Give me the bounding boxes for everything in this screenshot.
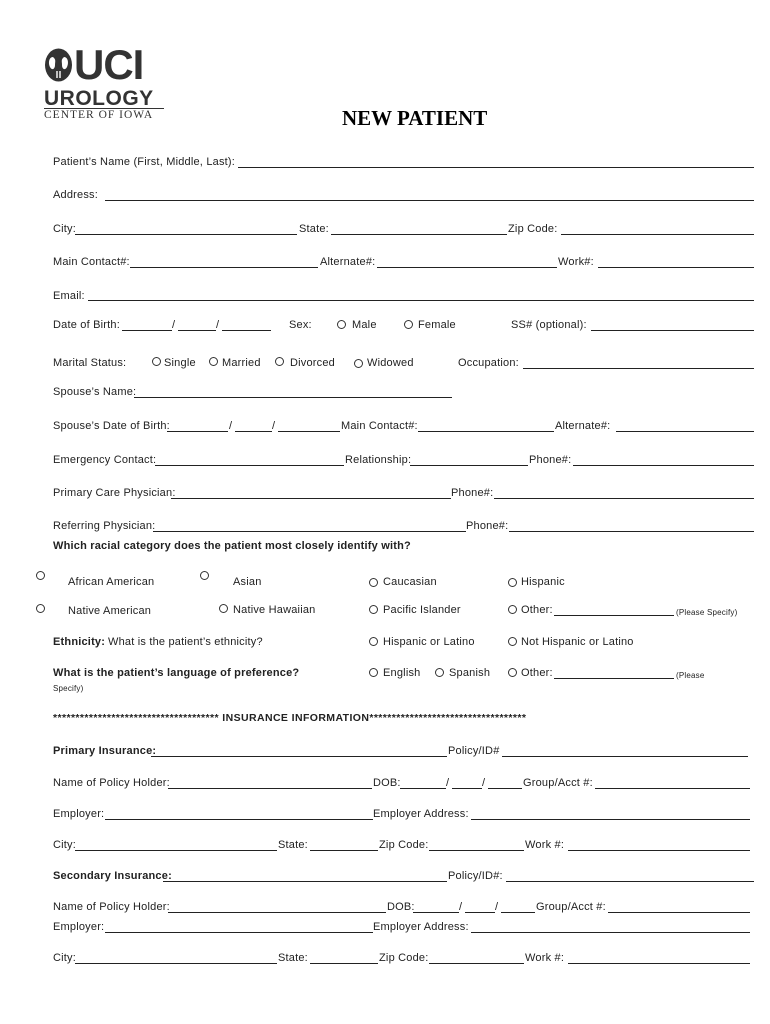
race-other-label: Other:	[521, 604, 553, 616]
policy-id2-label: Policy/ID#:	[448, 870, 503, 882]
sex-label: Sex:	[289, 319, 312, 331]
hispanic-radio[interactable]	[508, 578, 517, 587]
patient-name-label: Patient’s Name (First, Middle, Last):	[53, 156, 236, 168]
native-american-radio[interactable]	[36, 604, 45, 613]
spouse-alternate-label: Alternate#:	[555, 420, 611, 432]
caucasian-radio[interactable]	[369, 578, 378, 587]
ins-work2-field[interactable]	[568, 963, 750, 964]
page-title: NEW PATIENT	[342, 106, 488, 130]
state-label: State:	[299, 223, 329, 235]
ins-state2-field[interactable]	[310, 963, 378, 964]
african-american-radio[interactable]	[36, 571, 45, 580]
spanish-label: Spanish	[449, 667, 491, 679]
ins-state-label: State:	[278, 839, 308, 851]
pcp-phone-label: Phone#:	[451, 487, 494, 499]
logo-center-text: CENTER OF IOWA	[44, 109, 154, 121]
primary-dob-year-field[interactable]	[488, 788, 522, 789]
policy-holder2-field[interactable]	[168, 912, 386, 913]
policy-holder-label: Name of Policy Holder:	[53, 777, 170, 789]
ins-city-label: City:	[53, 839, 76, 851]
native-american-label: Native American	[68, 605, 152, 617]
address-label: Address:	[53, 189, 99, 201]
secondary-dob-slash-2: /	[495, 901, 499, 913]
marital-status-label: Marital Status:	[53, 357, 127, 369]
secondary-insurance-field[interactable]	[163, 881, 447, 882]
main-contact-label: Main Contact#:	[53, 256, 130, 268]
pacific-islander-radio[interactable]	[369, 605, 378, 614]
spouse-dob-label: Spouse’s Date of Birth:	[53, 420, 170, 432]
occupation-field[interactable]	[523, 368, 754, 369]
referring-field[interactable]	[153, 531, 466, 532]
not-hispanic-latino-radio[interactable]	[508, 637, 517, 646]
pcp-field[interactable]	[171, 498, 451, 499]
logo-uci-text: UCI	[74, 41, 144, 88]
policy-id-label: Policy/ID#	[448, 745, 500, 757]
employer-field[interactable]	[105, 819, 373, 820]
referring-phone-label: Phone#:	[466, 520, 509, 532]
not-hispanic-latino-label: Not Hispanic or Latino	[521, 636, 634, 648]
hispanic-latino-label: Hispanic or Latino	[383, 636, 475, 648]
city-field[interactable]	[75, 234, 297, 235]
spouse-dob-day-field[interactable]	[235, 431, 272, 432]
phone-field[interactable]	[573, 465, 754, 466]
ins-state2-label: State:	[278, 952, 308, 964]
divorced-radio[interactable]	[275, 357, 284, 366]
divorced-label: Divorced	[290, 357, 336, 369]
race-other-field[interactable]	[554, 615, 674, 616]
single-radio[interactable]	[152, 357, 161, 366]
dob-slash-2: /	[216, 319, 220, 331]
male-label: Male	[352, 319, 377, 331]
ethnicity-question: What is the patient’s ethnicity?	[108, 636, 263, 648]
spouse-dob-year-field[interactable]	[278, 431, 340, 432]
secondary-insurance-label: Secondary Insurance:	[53, 870, 172, 882]
employer-address2-field[interactable]	[471, 932, 750, 933]
native-hawaiian-label: Native Hawaiian	[233, 604, 316, 616]
secondary-dob-day-field[interactable]	[465, 912, 495, 913]
spouse-name-field[interactable]	[134, 397, 452, 398]
race-other-radio[interactable]	[508, 605, 517, 614]
pcp-label: Primary Care Physician:	[53, 487, 176, 499]
widowed-label: Widowed	[367, 357, 414, 369]
group-acct2-field[interactable]	[608, 912, 750, 913]
insurance-header: ************************************* INSURANCE INFORMATION***********************************	[53, 712, 527, 724]
secondary-dob-slash-1: /	[459, 901, 463, 913]
employer-address-label: Employer Address:	[373, 808, 469, 820]
zip-label: Zip Code:	[508, 223, 558, 235]
single-label: Single	[164, 357, 196, 369]
ins-zip2-label: Zip Code:	[379, 952, 429, 964]
dob-slash-1: /	[172, 319, 176, 331]
primary-dob-label: DOB:	[373, 777, 401, 789]
hispanic-latino-radio[interactable]	[369, 637, 378, 646]
zip-field[interactable]	[561, 234, 754, 235]
employer-label: Employer:	[53, 808, 105, 820]
primary-dob-slash-2: /	[482, 777, 486, 789]
kidney-emblem-icon	[44, 47, 73, 83]
dob-day-field[interactable]	[178, 330, 216, 331]
work-label: Work#:	[558, 256, 594, 268]
spouse-alternate-field[interactable]	[616, 431, 754, 432]
work-field[interactable]	[598, 267, 754, 268]
primary-insurance-field[interactable]	[151, 756, 447, 757]
secondary-dob-label: DOB:	[387, 901, 415, 913]
ins-zip-field[interactable]	[429, 850, 524, 851]
employer-address2-label: Employer Address:	[373, 921, 469, 933]
female-radio[interactable]	[404, 320, 413, 329]
group-acct-label: Group/Acct #:	[523, 777, 593, 789]
ins-city2-label: City:	[53, 952, 76, 964]
spouse-main-contact-field[interactable]	[418, 431, 554, 432]
language-other-field[interactable]	[554, 678, 674, 679]
race-please-specify: (Please Specify)	[676, 608, 738, 617]
employer2-label: Employer:	[53, 921, 105, 933]
address-field[interactable]	[105, 200, 754, 201]
dob-year-field[interactable]	[222, 330, 271, 331]
secondary-dob-month-field[interactable]	[413, 912, 459, 913]
group-acct2-label: Group/Acct #:	[536, 901, 606, 913]
widowed-radio[interactable]	[354, 359, 363, 368]
ins-state-field[interactable]	[310, 850, 378, 851]
ins-work-field[interactable]	[568, 850, 750, 851]
spouse-dob-slash-1: /	[229, 420, 233, 432]
state-field[interactable]	[331, 234, 507, 235]
pacific-islander-label: Pacific Islander	[383, 604, 461, 616]
referring-label: Referring Physician:	[53, 520, 156, 532]
ethnicity-label: Ethnicity:	[53, 636, 106, 648]
race-question: Which racial category does the patient most closely identify with?	[53, 540, 411, 552]
ins-city2-field[interactable]	[75, 963, 277, 964]
phone-label: Phone#:	[529, 454, 572, 466]
asian-radio[interactable]	[200, 571, 209, 580]
secondary-dob-year-field[interactable]	[501, 912, 535, 913]
pcp-phone-field[interactable]	[494, 498, 754, 499]
ins-city-field[interactable]	[75, 850, 277, 851]
main-contact-field[interactable]	[130, 267, 318, 268]
married-radio[interactable]	[209, 357, 218, 366]
policy-holder2-label: Name of Policy Holder:	[53, 901, 170, 913]
language-other-radio[interactable]	[508, 668, 517, 677]
relationship-label: Relationship:	[345, 454, 412, 466]
policy-holder-field[interactable]	[168, 788, 372, 789]
hispanic-label: Hispanic	[521, 576, 565, 588]
ins-zip2-field[interactable]	[429, 963, 524, 964]
language-please-text: (Please	[676, 671, 705, 680]
referring-phone-field[interactable]	[509, 531, 754, 532]
primary-dob-slash-1: /	[446, 777, 450, 789]
female-label: Female	[418, 319, 456, 331]
ins-work2-label: Work #:	[525, 952, 565, 964]
employer-address-field[interactable]	[471, 819, 750, 820]
caucasian-label: Caucasian	[383, 576, 437, 588]
english-label: English	[383, 667, 421, 679]
relationship-field[interactable]	[410, 465, 528, 466]
english-radio[interactable]	[369, 668, 378, 677]
language-question: What is the patient’s language of preference?	[53, 667, 300, 679]
employer2-field[interactable]	[105, 932, 373, 933]
ss-label: SS# (optional):	[511, 319, 587, 331]
alternate-label: Alternate#:	[320, 256, 376, 268]
language-specify-text: Specify)	[53, 684, 84, 693]
primary-dob-day-field[interactable]	[452, 788, 482, 789]
emergency-contact-field[interactable]	[155, 465, 344, 466]
policy-id2-field[interactable]	[506, 881, 754, 882]
occupation-label: Occupation:	[458, 357, 519, 369]
ins-work-label: Work #:	[525, 839, 565, 851]
ins-zip-label: Zip Code:	[379, 839, 429, 851]
spouse-name-label: Spouse’s Name:	[53, 386, 137, 398]
spanish-radio[interactable]	[435, 668, 444, 677]
email-field[interactable]	[88, 300, 754, 301]
emergency-contact-label: Emergency Contact:	[53, 454, 157, 466]
native-hawaiian-radio[interactable]	[219, 604, 228, 613]
group-acct-field[interactable]	[595, 788, 750, 789]
asian-label: Asian	[233, 576, 262, 588]
policy-id-field[interactable]	[502, 756, 748, 757]
email-label: Email:	[53, 290, 85, 302]
spouse-main-contact-label: Main Contact#:	[341, 420, 418, 432]
spouse-dob-month-field[interactable]	[167, 431, 228, 432]
patient-name-field[interactable]	[238, 167, 754, 168]
spouse-dob-slash-2: /	[272, 420, 276, 432]
african-american-label: African American	[68, 576, 155, 588]
city-label: City:	[53, 223, 76, 235]
language-other-label: Other:	[521, 667, 553, 679]
ss-field[interactable]	[591, 330, 754, 331]
alternate-field[interactable]	[377, 267, 557, 268]
dob-month-field[interactable]	[122, 330, 172, 331]
primary-insurance-label: Primary Insurance:	[53, 745, 157, 757]
logo-urology-text: UROLOGY	[44, 87, 154, 110]
dob-label: Date of Birth:	[53, 319, 120, 331]
male-radio[interactable]	[337, 320, 346, 329]
married-label: Married	[222, 357, 261, 369]
primary-dob-month-field[interactable]	[400, 788, 446, 789]
